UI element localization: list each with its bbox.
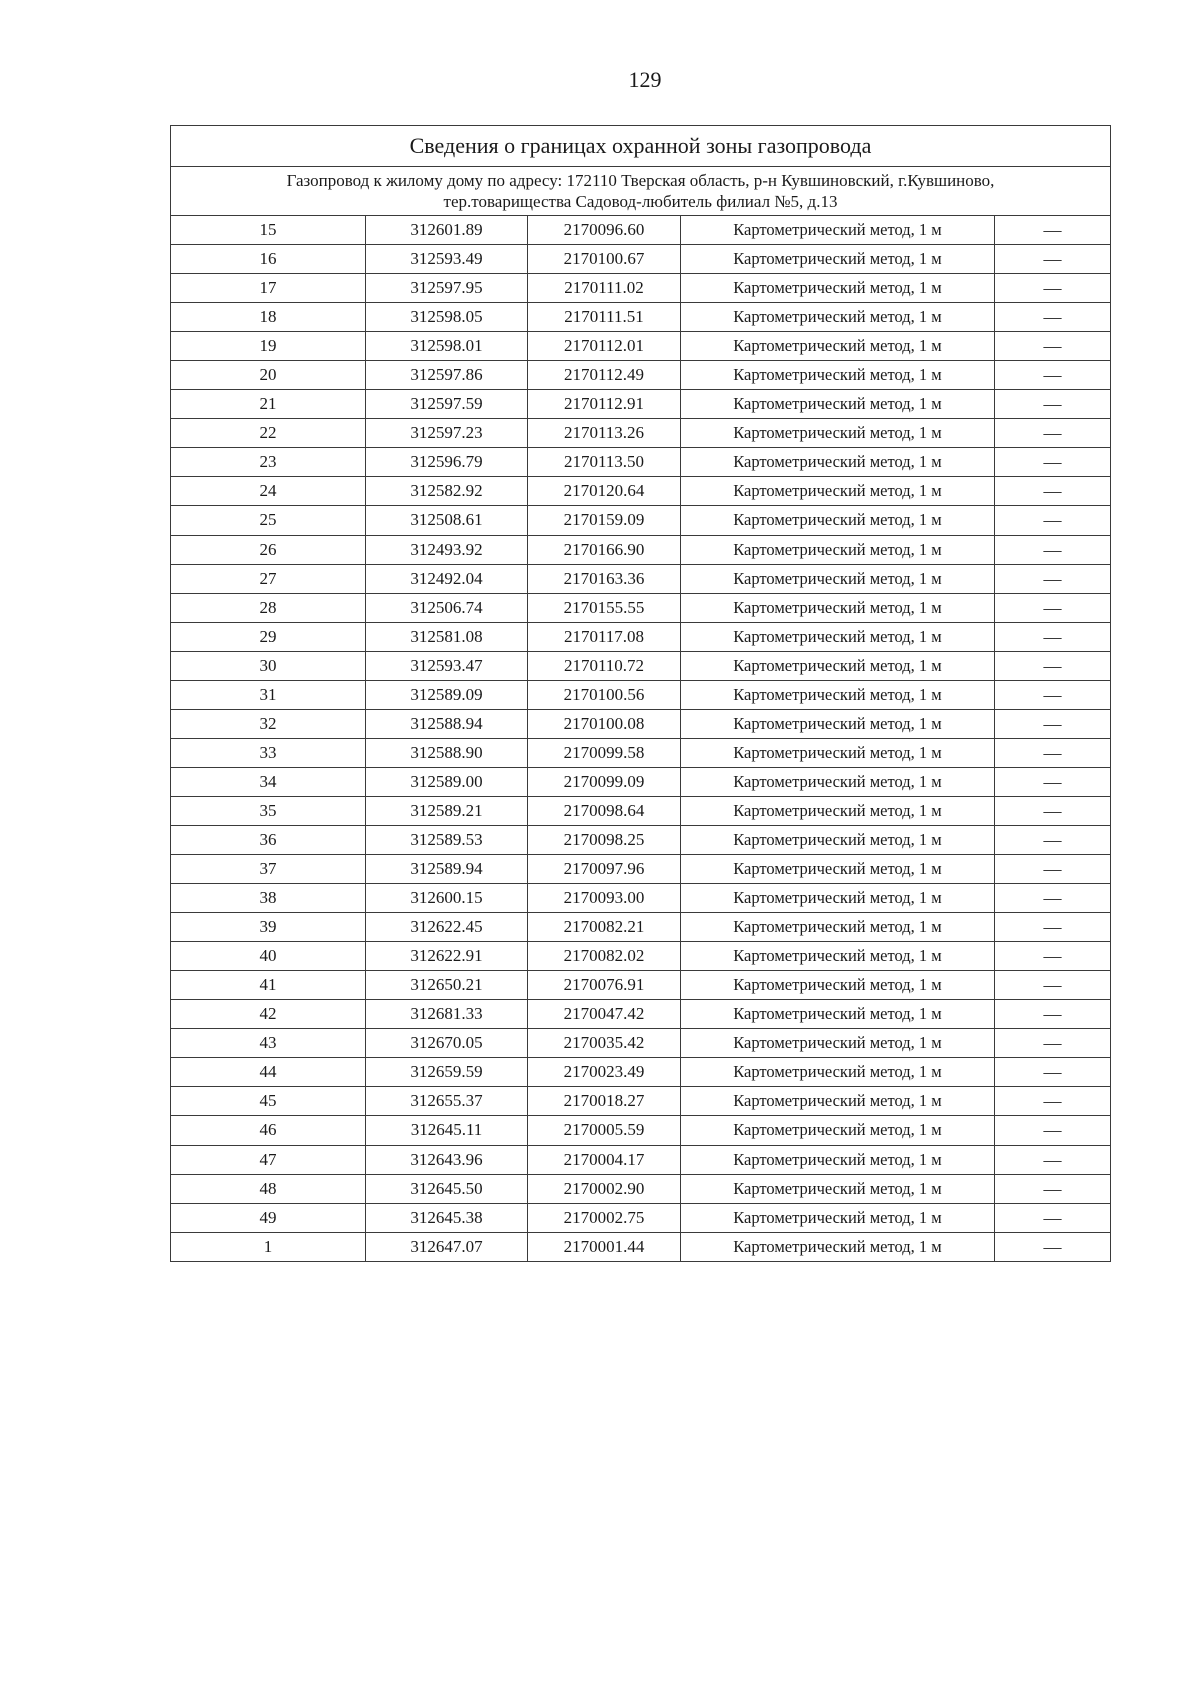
x-coordinate-cell: 312597.59 [366, 390, 528, 419]
method-cell: Картометрический метод, 1 м [681, 1232, 995, 1261]
dash-cell: — [995, 593, 1111, 622]
x-coordinate-cell: 312645.11 [366, 1116, 528, 1145]
table-row [171, 303, 1111, 332]
table-row [171, 855, 1111, 884]
method-cell: Картометрический метод, 1 м [681, 1174, 995, 1203]
table-row [171, 477, 1111, 506]
method-cell: Картометрический метод, 1 м [681, 274, 995, 303]
y-coordinate-cell: 2170047.42 [528, 1000, 681, 1029]
protection-zone-table [170, 125, 1111, 1262]
point-number-cell: 44 [171, 1058, 366, 1087]
point-number-cell: 21 [171, 390, 366, 419]
method-cell: Картометрический метод, 1 м [681, 971, 995, 1000]
method-cell: Картометрический метод, 1 м [681, 796, 995, 825]
y-coordinate-cell: 2170100.08 [528, 709, 681, 738]
point-number-cell: 17 [171, 274, 366, 303]
y-coordinate-cell: 2170098.64 [528, 796, 681, 825]
point-number-cell: 26 [171, 535, 366, 564]
dash-cell: — [995, 825, 1111, 854]
dash-cell: — [995, 709, 1111, 738]
y-coordinate-cell: 2170093.00 [528, 884, 681, 913]
method-cell: Картометрический метод, 1 м [681, 1087, 995, 1116]
point-number-cell: 27 [171, 564, 366, 593]
method-cell: Картометрический метод, 1 м [681, 738, 995, 767]
point-number-cell: 20 [171, 361, 366, 390]
point-number-cell: 39 [171, 913, 366, 942]
table-subtitle-line-1: Газопровод к жилому дому по адресу: 172110 Тверская область, р-н Кувшиновский, г.Кувшиново, [286, 171, 995, 190]
y-coordinate-cell: 2170166.90 [528, 535, 681, 564]
dash-cell: — [995, 535, 1111, 564]
table-row [171, 1145, 1111, 1174]
x-coordinate-cell: 312601.89 [366, 216, 528, 245]
y-coordinate-cell: 2170002.90 [528, 1174, 681, 1203]
y-coordinate-cell: 2170112.49 [528, 361, 681, 390]
dash-cell: — [995, 564, 1111, 593]
x-coordinate-cell: 312589.21 [366, 796, 528, 825]
method-cell: Картометрический метод, 1 м [681, 390, 995, 419]
method-cell: Картометрический метод, 1 м [681, 477, 995, 506]
dash-cell: — [995, 303, 1111, 332]
method-cell: Картометрический метод, 1 м [681, 855, 995, 884]
dash-cell: — [995, 796, 1111, 825]
point-number-cell: 45 [171, 1087, 366, 1116]
dash-cell: — [995, 1203, 1111, 1232]
point-number-cell: 33 [171, 738, 366, 767]
point-number-cell: 49 [171, 1203, 366, 1232]
x-coordinate-cell: 312655.37 [366, 1087, 528, 1116]
method-cell: Картометрический метод, 1 м [681, 651, 995, 680]
x-coordinate-cell: 312645.50 [366, 1174, 528, 1203]
table-row [171, 1203, 1111, 1232]
table-row [171, 1087, 1111, 1116]
table-row [171, 680, 1111, 709]
x-coordinate-cell: 312589.53 [366, 825, 528, 854]
table-row [171, 390, 1111, 419]
point-number-cell: 22 [171, 419, 366, 448]
dash-cell: — [995, 855, 1111, 884]
x-coordinate-cell: 312582.92 [366, 477, 528, 506]
x-coordinate-cell: 312588.90 [366, 738, 528, 767]
dash-cell: — [995, 1058, 1111, 1087]
y-coordinate-cell: 2170163.36 [528, 564, 681, 593]
point-number-cell: 48 [171, 1174, 366, 1203]
method-cell: Картометрический метод, 1 м [681, 535, 995, 564]
method-cell: Картометрический метод, 1 м [681, 709, 995, 738]
y-coordinate-cell: 2170110.72 [528, 651, 681, 680]
point-number-cell: 19 [171, 332, 366, 361]
method-cell: Картометрический метод, 1 м [681, 448, 995, 477]
table-row [171, 216, 1111, 245]
y-coordinate-cell: 2170001.44 [528, 1232, 681, 1261]
point-number-cell: 29 [171, 622, 366, 651]
method-cell: Картометрический метод, 1 м [681, 1145, 995, 1174]
dash-cell: — [995, 1087, 1111, 1116]
table-row [171, 245, 1111, 274]
method-cell: Картометрический метод, 1 м [681, 913, 995, 942]
table-row [171, 825, 1111, 854]
method-cell: Картометрический метод, 1 м [681, 1058, 995, 1087]
table-title-row [171, 126, 1111, 167]
table-row [171, 709, 1111, 738]
dash-cell: — [995, 419, 1111, 448]
table-row [171, 1029, 1111, 1058]
dash-cell: — [995, 1232, 1111, 1261]
y-coordinate-cell: 2170155.55 [528, 593, 681, 622]
point-number-cell: 16 [171, 245, 366, 274]
x-coordinate-cell: 312647.07 [366, 1232, 528, 1261]
dash-cell: — [995, 245, 1111, 274]
x-coordinate-cell: 312681.33 [366, 1000, 528, 1029]
method-cell: Картометрический метод, 1 м [681, 593, 995, 622]
table-row [171, 884, 1111, 913]
dash-cell: — [995, 1116, 1111, 1145]
x-coordinate-cell: 312670.05 [366, 1029, 528, 1058]
point-number-cell: 36 [171, 825, 366, 854]
x-coordinate-cell: 312596.79 [366, 448, 528, 477]
dash-cell: — [995, 1174, 1111, 1203]
dash-cell: — [995, 274, 1111, 303]
method-cell: Картометрический метод, 1 м [681, 1116, 995, 1145]
y-coordinate-cell: 2170098.25 [528, 825, 681, 854]
y-coordinate-cell: 2170082.02 [528, 942, 681, 971]
method-cell: Картометрический метод, 1 м [681, 245, 995, 274]
x-coordinate-cell: 312597.86 [366, 361, 528, 390]
dash-cell: — [995, 622, 1111, 651]
dash-cell: — [995, 738, 1111, 767]
y-coordinate-cell: 2170100.56 [528, 680, 681, 709]
table-row [171, 332, 1111, 361]
table-row [171, 564, 1111, 593]
x-coordinate-cell: 312598.01 [366, 332, 528, 361]
y-coordinate-cell: 2170018.27 [528, 1087, 681, 1116]
table-row [171, 651, 1111, 680]
point-number-cell: 37 [171, 855, 366, 884]
y-coordinate-cell: 2170112.91 [528, 390, 681, 419]
dash-cell: — [995, 971, 1111, 1000]
y-coordinate-cell: 2170100.67 [528, 245, 681, 274]
y-coordinate-cell: 2170023.49 [528, 1058, 681, 1087]
x-coordinate-cell: 312593.47 [366, 651, 528, 680]
x-coordinate-cell: 312588.94 [366, 709, 528, 738]
table-title: Сведения о границах охранной зоны газопровода [171, 126, 1111, 167]
table-subtitle [171, 167, 1111, 216]
x-coordinate-cell: 312508.61 [366, 506, 528, 535]
x-coordinate-cell: 312597.95 [366, 274, 528, 303]
y-coordinate-cell: 2170111.02 [528, 274, 681, 303]
point-number-cell: 43 [171, 1029, 366, 1058]
point-number-cell: 30 [171, 651, 366, 680]
x-coordinate-cell: 312597.23 [366, 419, 528, 448]
table-row [171, 796, 1111, 825]
dash-cell: — [995, 506, 1111, 535]
table-body [171, 216, 1111, 1262]
point-number-cell: 1 [171, 1232, 366, 1261]
dash-cell: — [995, 477, 1111, 506]
table-row [171, 1000, 1111, 1029]
x-coordinate-cell: 312659.59 [366, 1058, 528, 1087]
x-coordinate-cell: 312598.05 [366, 303, 528, 332]
dash-cell: — [995, 390, 1111, 419]
method-cell: Картометрический метод, 1 м [681, 767, 995, 796]
table-row [171, 1058, 1111, 1087]
table-row [171, 1116, 1111, 1145]
y-coordinate-cell: 2170111.51 [528, 303, 681, 332]
x-coordinate-cell: 312650.21 [366, 971, 528, 1000]
x-coordinate-cell: 312643.96 [366, 1145, 528, 1174]
dash-cell: — [995, 884, 1111, 913]
table-row [171, 361, 1111, 390]
dash-cell: — [995, 651, 1111, 680]
dash-cell: — [995, 1000, 1111, 1029]
y-coordinate-cell: 2170117.08 [528, 622, 681, 651]
y-coordinate-cell: 2170004.17 [528, 1145, 681, 1174]
dash-cell: — [995, 680, 1111, 709]
table-subtitle-line-2: тер.товарищества Садовод-любитель филиал №5, д.13 [443, 192, 838, 211]
x-coordinate-cell: 312492.04 [366, 564, 528, 593]
y-coordinate-cell: 2170002.75 [528, 1203, 681, 1232]
x-coordinate-cell: 312493.92 [366, 535, 528, 564]
point-number-cell: 38 [171, 884, 366, 913]
x-coordinate-cell: 312589.94 [366, 855, 528, 884]
point-number-cell: 18 [171, 303, 366, 332]
point-number-cell: 15 [171, 216, 366, 245]
table-row [171, 622, 1111, 651]
point-number-cell: 31 [171, 680, 366, 709]
point-number-cell: 40 [171, 942, 366, 971]
method-cell: Картометрический метод, 1 м [681, 361, 995, 390]
table-subtitle-row [171, 167, 1111, 216]
table-row [171, 274, 1111, 303]
method-cell: Картометрический метод, 1 м [681, 1000, 995, 1029]
x-coordinate-cell: 312622.91 [366, 942, 528, 971]
dash-cell: — [995, 913, 1111, 942]
y-coordinate-cell: 2170113.50 [528, 448, 681, 477]
dash-cell: — [995, 942, 1111, 971]
table-row [171, 767, 1111, 796]
y-coordinate-cell: 2170112.01 [528, 332, 681, 361]
method-cell: Картометрический метод, 1 м [681, 680, 995, 709]
table-row [171, 942, 1111, 971]
table-row [171, 593, 1111, 622]
method-cell: Картометрический метод, 1 м [681, 825, 995, 854]
y-coordinate-cell: 2170096.60 [528, 216, 681, 245]
y-coordinate-cell: 2170113.26 [528, 419, 681, 448]
y-coordinate-cell: 2170120.64 [528, 477, 681, 506]
y-coordinate-cell: 2170097.96 [528, 855, 681, 884]
method-cell: Картометрический метод, 1 м [681, 564, 995, 593]
x-coordinate-cell: 312593.49 [366, 245, 528, 274]
method-cell: Картометрический метод, 1 м [681, 884, 995, 913]
page-number: 129 [628, 67, 662, 92]
point-number-cell: 25 [171, 506, 366, 535]
method-cell: Картометрический метод, 1 м [681, 419, 995, 448]
dash-cell: — [995, 332, 1111, 361]
method-cell: Картометрический метод, 1 м [681, 216, 995, 245]
point-number-cell: 32 [171, 709, 366, 738]
table-row [171, 506, 1111, 535]
y-coordinate-cell: 2170082.21 [528, 913, 681, 942]
dash-cell: — [995, 448, 1111, 477]
y-coordinate-cell: 2170005.59 [528, 1116, 681, 1145]
x-coordinate-cell: 312589.09 [366, 680, 528, 709]
x-coordinate-cell: 312589.00 [366, 767, 528, 796]
point-number-cell: 35 [171, 796, 366, 825]
method-cell: Картометрический метод, 1 м [681, 332, 995, 361]
table-row [171, 738, 1111, 767]
point-number-cell: 24 [171, 477, 366, 506]
point-number-cell: 23 [171, 448, 366, 477]
y-coordinate-cell: 2170099.58 [528, 738, 681, 767]
method-cell: Картометрический метод, 1 м [681, 303, 995, 332]
table-row [171, 419, 1111, 448]
y-coordinate-cell: 2170099.09 [528, 767, 681, 796]
table-row [171, 535, 1111, 564]
method-cell: Картометрический метод, 1 м [681, 942, 995, 971]
method-cell: Картометрический метод, 1 м [681, 506, 995, 535]
dash-cell: — [995, 1029, 1111, 1058]
y-coordinate-cell: 2170159.09 [528, 506, 681, 535]
table-row [171, 971, 1111, 1000]
table-row [171, 1174, 1111, 1203]
method-cell: Картометрический метод, 1 м [681, 1029, 995, 1058]
point-number-cell: 42 [171, 1000, 366, 1029]
x-coordinate-cell: 312622.45 [366, 913, 528, 942]
y-coordinate-cell: 2170035.42 [528, 1029, 681, 1058]
point-number-cell: 28 [171, 593, 366, 622]
x-coordinate-cell: 312581.08 [366, 622, 528, 651]
point-number-cell: 34 [171, 767, 366, 796]
table-row [171, 913, 1111, 942]
y-coordinate-cell: 2170076.91 [528, 971, 681, 1000]
method-cell: Картометрический метод, 1 м [681, 1203, 995, 1232]
point-number-cell: 41 [171, 971, 366, 1000]
x-coordinate-cell: 312600.15 [366, 884, 528, 913]
dash-cell: — [995, 361, 1111, 390]
x-coordinate-cell: 312506.74 [366, 593, 528, 622]
point-number-cell: 46 [171, 1116, 366, 1145]
dash-cell: — [995, 767, 1111, 796]
dash-cell: — [995, 1145, 1111, 1174]
point-number-cell: 47 [171, 1145, 366, 1174]
dash-cell: — [995, 216, 1111, 245]
table-row [171, 448, 1111, 477]
x-coordinate-cell: 312645.38 [366, 1203, 528, 1232]
method-cell: Картометрический метод, 1 м [681, 622, 995, 651]
table-row [171, 1232, 1111, 1261]
